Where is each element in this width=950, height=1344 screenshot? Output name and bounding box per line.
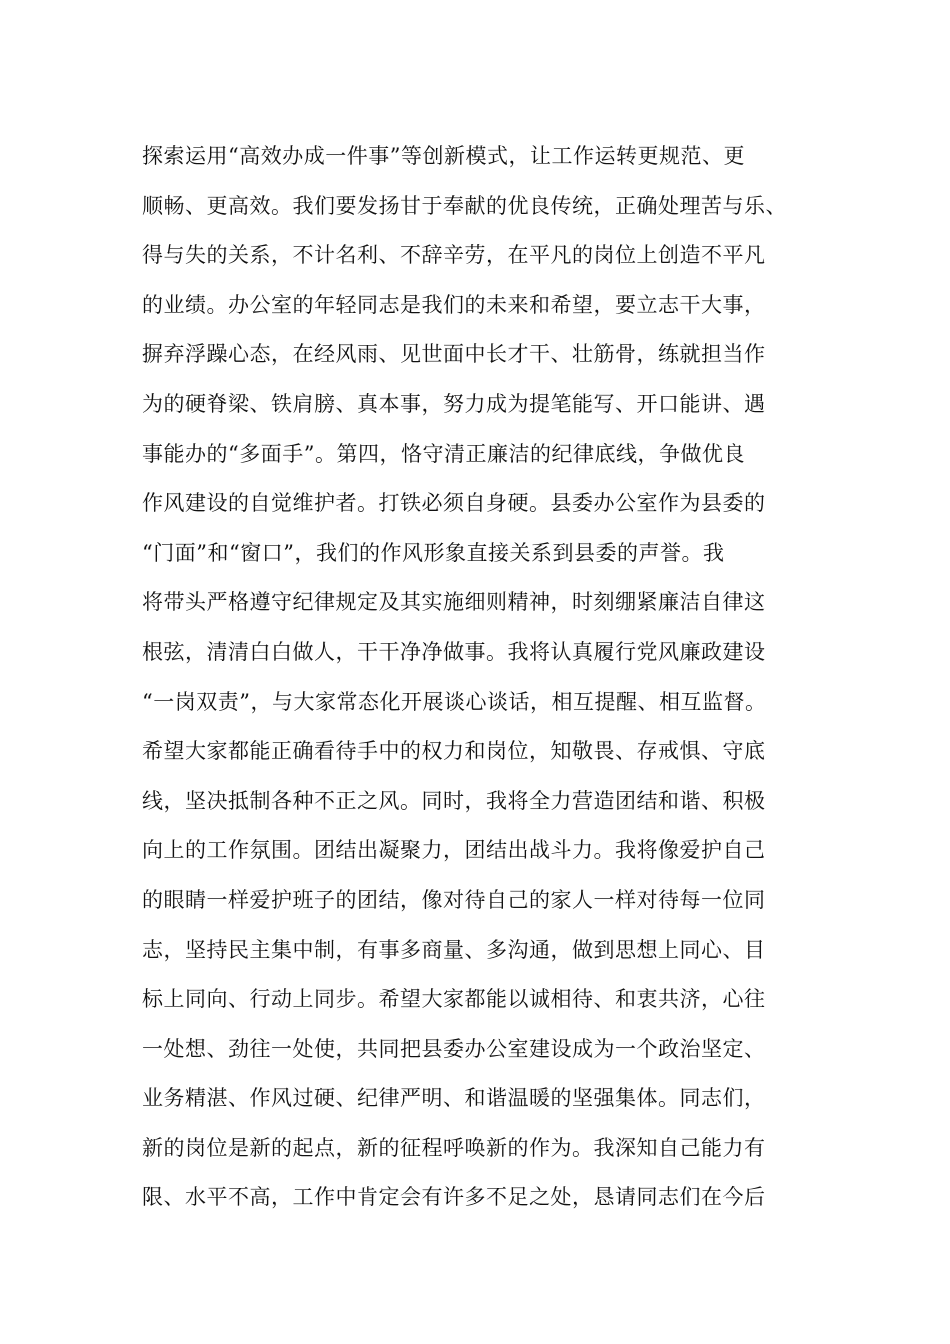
- text-line: 希望大家都能正确看待手中的权力和岗位，知敬畏、存戒惧、守底: [142, 739, 766, 764]
- text-line: 作风建设的自觉维护者。打铁必须自身硬。县委办公室作为县委的: [142, 491, 766, 516]
- text-line: “门面”和“窗口”，我们的作风形象直接关系到县委的声誉。我: [142, 540, 725, 565]
- text-line: 业务精湛、作风过硬、纪律严明、和谐温暖的坚强集体。同志们，: [142, 1086, 766, 1111]
- text-line: 新的岗位是新的起点，新的征程呼唤新的作为。我深知自己能力有: [142, 1135, 766, 1160]
- text-line: 的业绩。办公室的年轻同志是我们的未来和希望，要立志干大事，: [142, 292, 766, 317]
- text-line: 得与失的关系，不计名利、不辞辛劳，在平凡的岗位上创造不平凡: [142, 243, 766, 268]
- text-line: 向上的工作氛围。团结出凝聚力，团结出战斗力。我将像爱护自己: [142, 838, 766, 863]
- text-line: 志，坚持民主集中制，有事多商量、多沟通，做到思想上同心、目: [142, 937, 766, 962]
- text-line: 顺畅、更高效。我们要发扬甘于奉献的优良传统，正确处理苦与乐、: [142, 193, 787, 218]
- text-line: 标上同向、行动上同步。希望大家都能以诚相待、和衷共济，心往: [142, 987, 766, 1012]
- text-line: 线，坚决抵制各种不正之风。同时，我将全力营造团结和谐、积极: [142, 788, 766, 813]
- text-line: 一处想、劲往一处使，共同把县委办公室建设成为一个政治坚定、: [142, 1036, 766, 1061]
- text-line: 事能办的“多面手”。第四，恪守清正廉洁的纪律底线，争做优良: [142, 441, 745, 466]
- body-text: [142, 132, 832, 1223]
- text-line: 摒弃浮躁心态，在经风雨、见世面中长才干、壮筋骨，练就担当作: [142, 342, 766, 367]
- text-line: 探索运用“高效办成一件事”等创新模式，让工作运转更规范、更: [142, 144, 745, 168]
- text-line: 根弦，清清白白做人，干干净净做事。我将认真履行党风廉政建设: [142, 639, 766, 664]
- text-line: 的眼睛一样爱护班子的团结，像对待自己的家人一样对待每一位同: [142, 887, 766, 912]
- text-line: 将带头严格遵守纪律规定及其实施细则精神，时刻绷紧廉洁自律这: [142, 590, 766, 615]
- text-line: 限、水平不高，工作中肯定会有许多不足之处，恳请同志们在今后: [142, 1185, 766, 1210]
- text-line: “一岗双责”，与大家常态化开展谈心谈话，相互提醒、相互监督。: [142, 689, 767, 714]
- text-line: 为的硬脊梁、铁肩膀、真本事，努力成为提笔能写、开口能讲、遇: [142, 391, 766, 416]
